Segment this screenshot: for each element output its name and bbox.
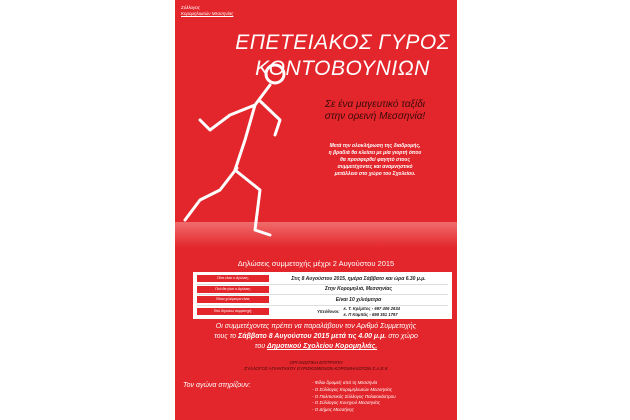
notice-text: στο χώρο xyxy=(386,333,418,340)
registration-deadline: Δηλώσεις συμμετοχής μέχρι 2 Αυγούστου 2015 xyxy=(237,259,395,268)
info-row-where xyxy=(197,285,448,296)
description-line: συμμετέχοντες και αναμνηστικό xyxy=(337,164,413,170)
info-value: Στην Κορομηλιά, Μεσσηνίας xyxy=(324,286,393,293)
contact-phone: κ. Τ. Κρέμπος - 697 406 2634 xyxy=(343,306,400,311)
info-label: Πού θα γίνει ο Αγώνας; xyxy=(197,286,269,293)
description-line: μετάλλειο στο χώρο του Σχολείου. xyxy=(334,171,416,177)
tagline xyxy=(295,99,455,123)
tagline-line: Σε ένα μαγευτικό ταξίδι xyxy=(324,99,426,110)
notice-text: του xyxy=(254,343,268,350)
info-label: Πού δηλώνω συμμετοχή; xyxy=(197,308,269,315)
notice-place: Δημοτικού Σχολείου Κορομηλιάς. xyxy=(267,343,378,350)
notice-date: Σάββατο 8 Αυγούστου 2015 μετά τις 4.00 μ.μ. xyxy=(238,333,387,340)
description-line: η βραδιά θα κλείσει με μία γιορτή όπου xyxy=(328,150,422,156)
supporter-item: - Ο Σύλλογος Κορομηλιωτών Μεσσηνίας xyxy=(312,386,393,392)
organizer xyxy=(181,5,233,17)
committee-line: ΣΥΛΛΟΓΟΣ ΑΠΑΝΤΑΧΟΥ ΕΥΡΙΣΚΟΜΕΝΩΝ ΚΟΡΟΜΗΛΙΩΤΩΝ Σ.Α.Ε.Κ xyxy=(244,366,388,371)
notice-line: Οι συμμετέχοντες πρέπει να παραλάβουν τον Αριθμό Συμμετοχής xyxy=(215,323,417,330)
info-row-registration xyxy=(197,306,448,318)
organizer-line: Σύλλογος xyxy=(181,5,200,10)
tagline-line: στην ορεινή Μεσσηνία! xyxy=(324,111,426,122)
race-poster xyxy=(175,0,457,420)
supporter-item: - Ο Πολιτιστικός Σύλλογος Παλαιοκάστρου xyxy=(312,393,396,399)
description-line: θα προσφερθεί φαγητό στους xyxy=(339,157,411,163)
contacts xyxy=(269,306,448,317)
supporter-item: - Ο Δήμος Μεσσήνης xyxy=(312,407,354,413)
supporter-item: - Φίλοι δρομείς από τη Μεσσηνία xyxy=(312,380,378,385)
info-label: Πότε είναι ο Αγώνας; xyxy=(197,275,269,282)
info-row-distance xyxy=(197,295,448,306)
supporters-list xyxy=(312,380,396,414)
description-line: Μετά την ολοκλήρωση της διαδρομής, xyxy=(329,143,421,149)
info-label: Πόσα χιλιόμετρα είναι; xyxy=(197,296,269,303)
organizer-link[interactable]: Κορομηλιωτών Μεσσηνίας xyxy=(181,11,234,16)
runner-illustration xyxy=(175,60,315,240)
description xyxy=(295,143,455,178)
organizing-committee xyxy=(175,360,457,372)
supporters-label: Τον αγώνα στηρίζουν: xyxy=(183,382,251,389)
contact-phone: κ. Π Καμπάς - 698 351 1797 xyxy=(343,311,398,317)
info-value: Είναι 10 χιλιόμετρα xyxy=(335,296,382,303)
notice-text: τους το xyxy=(214,333,239,340)
responsible-label: Υπεύθυνοι: xyxy=(317,309,340,314)
committee-line: ΟΡΓΑΝΩΤΙΚΗ ΕΠΙΤΡΟΠΗ xyxy=(289,360,343,365)
info-value: Στις 8 Αυγούστου 2015, ημέρα Σάββατο και ώρα 6.30 μ.μ. xyxy=(291,275,426,282)
bib-pickup-notice xyxy=(175,322,457,352)
title-line: ΚΟΝΤΟΒΟΥΝΙΩΝ xyxy=(255,57,430,80)
info-table xyxy=(193,272,452,319)
title-line: ΕΠΕΤΕΙΑΚΟΣ ΓΥΡΟΣ xyxy=(235,31,450,54)
supporter-item: - Ο Σύλλογος Κυνηγού Μεσσηνίας xyxy=(312,400,381,406)
info-row-when xyxy=(197,274,448,285)
